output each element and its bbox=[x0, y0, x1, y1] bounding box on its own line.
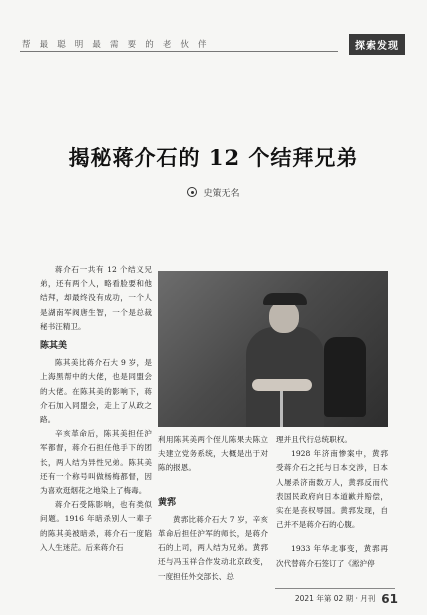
intro-paragraph: 蒋介石一共有 12 个结义兄弟，还有两个人，略看脸要和他结拜，却最终没有成功，一个人是湖南军阀唐生智，一个是总裁秘书汪精卫。 bbox=[40, 265, 152, 331]
photo-figure-head bbox=[269, 301, 299, 333]
footer-divider bbox=[275, 588, 395, 589]
paragraph: 1933 年华北事变，黄郛再次代替蒋介石签订了《淞沪停 bbox=[276, 544, 388, 568]
left-column bbox=[40, 263, 152, 555]
header-tagline: 帮 最 聪 明 最 需 要 的 老 伙 伴 bbox=[22, 40, 210, 50]
header-divider bbox=[20, 51, 338, 52]
paragraph: 利用陈其美两个侄儿陈果夫陈立夫建立党务系统，大概是出于对陈的报恩。 bbox=[158, 435, 268, 473]
right-column bbox=[276, 433, 388, 571]
author-line bbox=[0, 186, 427, 199]
section-heading-chen: 陈其美 bbox=[40, 341, 68, 352]
portrait-photo bbox=[158, 271, 388, 427]
section-heading-huang: 黄郛 bbox=[158, 497, 177, 508]
paragraph: 1928 年济南惨案中，黄郛受蒋介石之托与日本交涉，日本人屡杀济南数万人，黄郛反而代表国民政府向日本道歉并赔偿，实在是丧权辱国。黄郛发现，自己并不是蒋介石的心腹。 bbox=[276, 449, 388, 530]
photo-figure-body bbox=[246, 327, 324, 427]
paragraph: 陈其美比蒋介石大 9 岁，是上海黑帮中的大佬，也是同盟会的大佬。在陈其美的影响下，蒋介石加入同盟会，走上了从政之路。 bbox=[40, 358, 152, 425]
paragraph: 理并且代行总统职权。 bbox=[276, 435, 352, 444]
photo-figure-cap bbox=[263, 293, 307, 305]
issue-label: 2021 年第 02 期 · 月刊 bbox=[294, 594, 376, 603]
author-name: 史策无名 bbox=[203, 189, 240, 199]
section-badge: 探索发现 bbox=[349, 34, 405, 55]
footer bbox=[270, 592, 398, 606]
page-number: 61 bbox=[381, 592, 398, 606]
paragraph: 黄郛比蒋介石大 7 岁，辛亥革命后担任沪军的师长，是蒋介石的上司，两人结为兄弟。黄郛还与冯玉祥合作发动北京政变，一度担任外交部长、总 bbox=[158, 514, 268, 581]
photo-figure-hands bbox=[252, 379, 312, 391]
author-bullet-icon bbox=[187, 187, 197, 197]
paragraph: 蒋介石受陈影响，也有类似问题。1916 年暗杀别人一辈子的陈其美被暗杀，蒋介石一度陷入人生迷茫。后来蒋介石 bbox=[40, 500, 152, 552]
paragraph: 辛亥革命后，陈其美担任沪军都督，蒋介石担任他手下的团长，两人结为异性兄弟。陈其美还有一个称号叫做杨梅都督，因为喜欢逛烟花之地染上了梅毒。 bbox=[40, 429, 152, 496]
article-title: 揭秘蒋介石的 12 个结拜兄弟 bbox=[68, 145, 359, 170]
photo-chair bbox=[324, 337, 366, 417]
middle-column bbox=[158, 433, 268, 584]
